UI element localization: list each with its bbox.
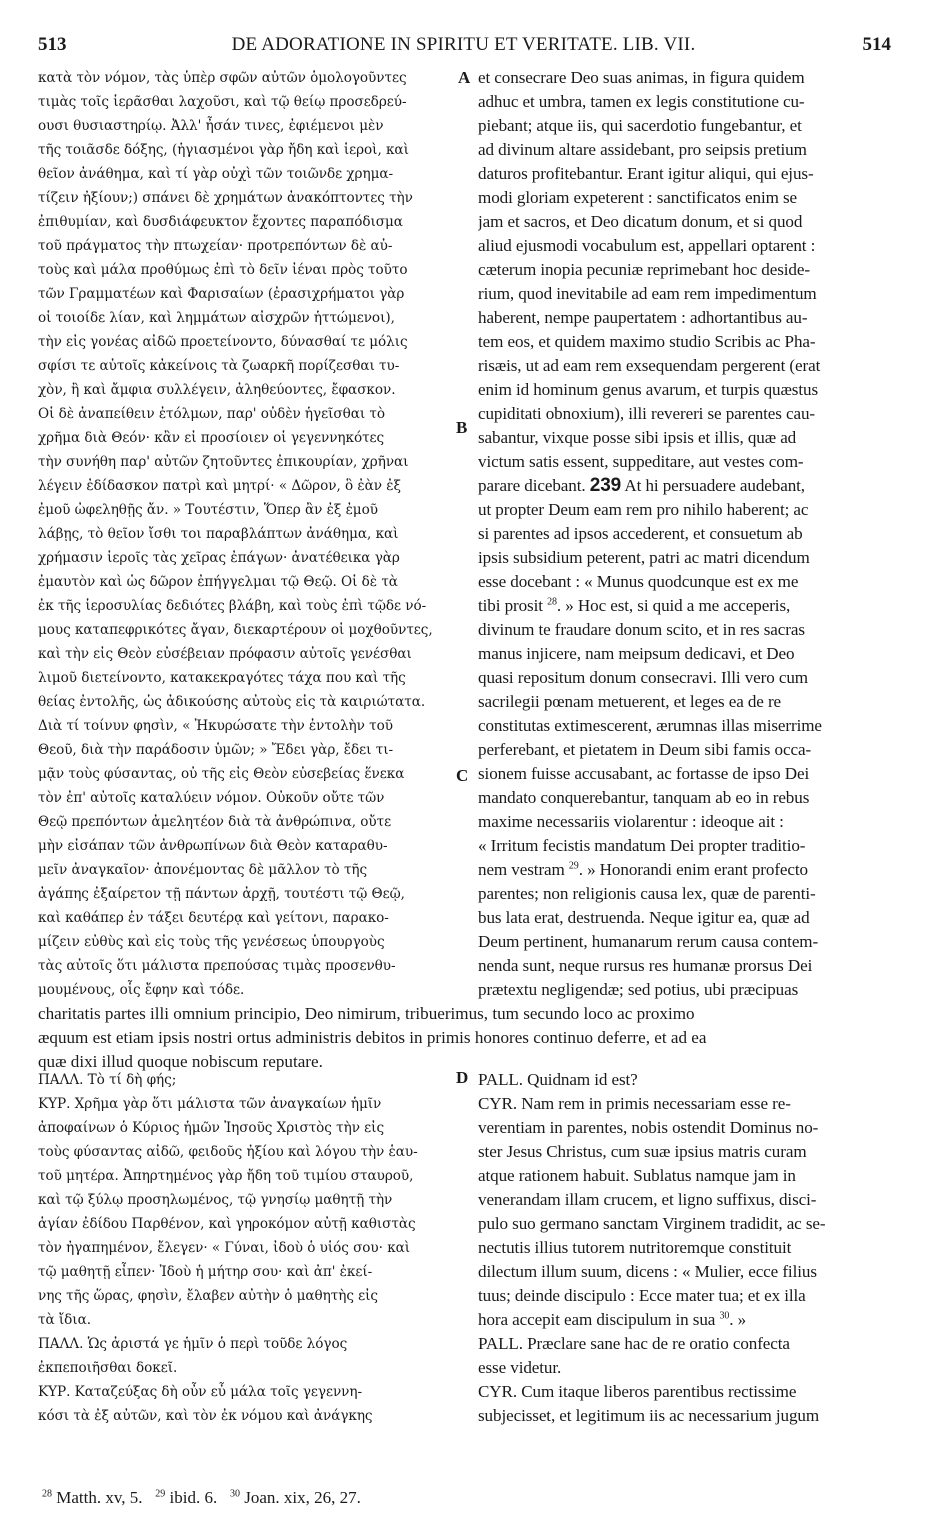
footnote-number: 28 xyxy=(42,1488,52,1500)
latin-line: esse docebant : « Munus quodcunque est ex me xyxy=(478,572,799,591)
section-marker-d: D xyxy=(456,1068,469,1087)
latin-line: si parentes ad ipsos accederent, et consuetum ab xyxy=(478,524,803,543)
latin-line: divinum te fraudare donum scito, et in res sacras xyxy=(478,620,805,639)
latin-line: modi gloriam expeterent : sanctificatos enim se xyxy=(478,188,798,207)
latin-line: atque rationem habuit. Sublatus namque jam in xyxy=(478,1166,796,1185)
latin-line: PALL. Præclare sane hac de re oratio confecta xyxy=(478,1334,790,1353)
greek-line: Θεοῦ, διὰ τὴν παράδοσιν ὑμῶν; » Ἔδει γὰρ, ἔδει τι- xyxy=(38,742,394,758)
latin-line: pulo suo germano sanctam Virginem tradidit, ac se- xyxy=(478,1214,826,1233)
full-width-paragraph xyxy=(38,1002,898,1074)
latin-line: tuus; deinde discipulo : Ecce mater tua; et ex illa xyxy=(478,1286,806,1305)
latin-line: ut propter Deum eam rem pro nihilo haberent; ac xyxy=(478,500,809,519)
latin-line: sabantur, vixque posse sibi ipsis et illis, quæ ad xyxy=(478,428,797,447)
footnote-text: Joan. xix, 26, 27. xyxy=(244,1488,361,1507)
latin-line-text: . » xyxy=(729,1310,747,1329)
greek-line: ΠΑΛΛ. Ὡς ἀριστά γε ἡμῖν ὁ περὶ τοῦδε λόγος xyxy=(38,1336,348,1352)
latin-line: ipsis subsidium peterent, patri ac matri dicendum xyxy=(478,548,810,567)
footnote-text: Matth. xv, 5. xyxy=(56,1488,143,1507)
latin-line: risæis, ut ad eam rem exsequendam pergerent (erat xyxy=(478,356,821,375)
latin-line-text: At hi persuadere audebant, xyxy=(624,476,805,495)
full-line: quæ dixi illud quoque nobiscum reputare. xyxy=(38,1052,323,1071)
page-number-right: 514 xyxy=(862,34,891,55)
greek-line: κατὰ τὸν νόμον, τὰς ὑπὲρ σφῶν αὐτῶν ὁμολογοῦντες xyxy=(38,70,407,86)
greek-line: καὶ τῷ ξύλῳ προσηλωμένος, τῷ γνησίῳ μαθητῇ τὴν xyxy=(38,1192,393,1208)
running-title: DE ADORATIONE IN SPIRITU ET VERITATE. LIB. VII. xyxy=(231,34,696,55)
greek-line: χρήμασιν ἱεροῖς τὰς χεῖρας ἐπάγων· ἀνατέθεικα γὰρ xyxy=(38,550,400,566)
latin-line: nectutis illius tutorem nutritoremque constituit xyxy=(478,1238,792,1257)
latin-line-text: tibi prosit xyxy=(478,596,543,615)
latin-line: et consecrare Deo suas animas, in figura quidem xyxy=(478,68,805,87)
latin-line: victum satis essent, suppeditare, aut vestes com- xyxy=(478,452,804,471)
footnote-number: 29 xyxy=(155,1488,166,1500)
footnotes xyxy=(42,1488,361,1508)
latin-line: maxime necessariis violarentur : ideoque ait : xyxy=(478,812,784,831)
latin-line: cæterum inopia pecuniæ reprimebant hoc deside- xyxy=(478,260,810,279)
greek-line: οἱ τοιοίδε λίαν, καὶ λημμάτων αἰσχρῶν ἡττώμενοι), xyxy=(38,310,395,326)
latin-line-text: parare dicebant. xyxy=(478,476,586,495)
latin-line: manus injicere, nam meipsum dedicavi, et Deo xyxy=(478,644,795,663)
greek-line: τίζειν ἠξίουν;) σπάνει δὲ χρημάτων ἀνακόπτοντες τὴν xyxy=(38,190,413,206)
greek-line: τιμὰς τοῖς ἱερᾶσθαι λαχοῦσι, καὶ τῷ θείῳ προσεδρεύ- xyxy=(38,94,407,110)
greek-line: μίζειν εὐθὺς καὶ εἰς τοὺς τῆς γενέσεως ὑπουργοὺς xyxy=(38,934,385,950)
greek-line: λιμοῦ διετείνοντο, κατακεκραγότες τάχα που καὶ τῆς xyxy=(38,670,406,686)
greek-line: χρῆμα διὰ Θεόν· κἂν εἰ προσίοιεν οἱ γεγεννηκότες xyxy=(38,430,385,446)
greek-line: τὰς αὐτοῖς ὅτι μάλιστα πρεπούσας τιμὰς προσενθυ- xyxy=(38,958,396,974)
latin-line: venerandam illam crucem, et ligno suffixus, disci- xyxy=(478,1190,817,1209)
greek-line: ἐκπεποιῆσθαι δοκεῖ. xyxy=(38,1360,178,1376)
greek-line: τοῦ πράγματος τὴν πτωχείαν· προτρεπόντων δὲ αὐ- xyxy=(38,238,393,254)
greek-column-upper xyxy=(38,66,456,1002)
greek-line: τῶν Γραμματέων καὶ Φαρισαίων (ἐρασιχρήματοι γὰρ xyxy=(38,286,405,302)
latin-line: PALL. Quidnam id est? xyxy=(478,1070,638,1089)
full-line: æquum est etiam ipsis nostri ortus administris debitos in primis honores continuo deferre, et ad ea xyxy=(38,1028,707,1047)
greek-line: Θεῷ πρεπόντων ἀμελητέον διὰ τὰ ἀνθρώπινα, οὔτε xyxy=(38,814,392,830)
greek-line: καὶ καθάπερ ἐν τάξει δευτέρᾳ καὶ γείτονι, παρακο- xyxy=(38,910,389,926)
latin-line: Deum pertinent, humanarum rerum causa contem- xyxy=(478,932,819,951)
latin-line xyxy=(478,858,893,882)
latin-line: CYR. Cum itaque liberos parentibus rectissime xyxy=(478,1382,797,1401)
greek-line: ἁγίαν ἐδίδου Παρθένον, καὶ γηροκόμον αὐτῇ καθιστὰς xyxy=(38,1216,416,1232)
latin-line xyxy=(478,474,893,498)
greek-line: καὶ τὴν εἰς Θεὸν εὐσέβειαν πρόφασιν αὐτοῖς γενέσθαι xyxy=(38,646,412,662)
latin-line: sacrilegii pœnam metuerent, et leges ea de re xyxy=(478,692,782,711)
latin-column-lower xyxy=(478,1068,893,1428)
greek-line: ἐμαυτὸν καὶ ὡς δῶρον ἐπήγγελμαι τῷ Θεῷ. Οἱ δὲ τὰ xyxy=(38,574,398,590)
latin-line: bus lata erat, destruenda. Neque igitur ea, quæ ad xyxy=(478,908,810,927)
latin-line: prætextu negligendæ; sed potius, ubi præcipuas xyxy=(478,980,799,999)
greek-line: ἀποφαίνων ὁ Κύριος ἡμῶν Ἰησοῦς Χριστὸς τὴν εἰς xyxy=(38,1120,385,1136)
greek-line: ἐμοῦ ὠφεληθῇς ἄν. » Τουτέστιν, Ὅπερ ἂν ἐξ ἐμοῦ xyxy=(38,502,378,518)
greek-line: τὰ ἴδια. xyxy=(38,1312,91,1328)
latin-line: cupiditati obnoxium), illi revereri se parentes cau- xyxy=(478,404,816,423)
latin-line: piebant; atque iis, qui sacerdotio fungebantur, et xyxy=(478,116,802,135)
latin-line: ad divinum altare assidebant, pro seipsis pretium xyxy=(478,140,807,159)
greek-line: μουμένους, οἷς ἔφην καὶ τόδε. xyxy=(38,982,245,998)
latin-line: dilectum illum suum, dicens : « Mulier, ecce filius xyxy=(478,1262,817,1281)
latin-line: adhuc et umbra, tamen ex legis constitutione cu- xyxy=(478,92,805,111)
greek-line: τοῦ μητέρα. Ἀπηρτημένος γὰρ ἤδη τοῦ τιμίου σταυροῦ, xyxy=(38,1168,414,1184)
footnote-text: ibid. 6. xyxy=(169,1488,218,1507)
latin-line-text: . » Hoc est, si quid a me acceperis, xyxy=(556,596,791,615)
greek-line: λέγειν ἐδίδασκον πατρὶ καὶ μητρί· « Δῶρον, ὃ ἐὰν ἐξ xyxy=(38,478,401,494)
latin-line: daturos profitebantur. Erant igitur aliqui, qui ejus- xyxy=(478,164,814,183)
greek-line: τὸν ἠγαπημένον, ἔλεγεν· « Γύναι, ἰδοὺ ὁ υἱός σου· καὶ xyxy=(38,1240,411,1256)
greek-line: ἐπιθυμίαν, καὶ δυσδιάφευκτον ἔχοντες παραπόδισμα xyxy=(38,214,403,230)
page-header xyxy=(30,26,897,56)
latin-line: jam et sacros, et Deo dicatum donum, et si quod xyxy=(478,212,803,231)
greek-line: ΚΥΡ. Καταζεύξας δὴ οὖν εὖ μάλα τοῖς γεγεννη- xyxy=(38,1384,363,1400)
greek-line: μους καταπεφρικότες ἄγαν, διεκαρτέρουν οἱ μοχθοῦντες, xyxy=(38,622,433,638)
latin-line: subjecisset, et legitimum iis ac necessarium jugum xyxy=(478,1406,820,1425)
latin-line: constitutas extimescerent, ærumnas illas miserrime xyxy=(478,716,822,735)
latin-line: ster Jesus Christus, cum suæ ipsius matris curam xyxy=(478,1142,807,1161)
latin-line-text: . » Honorandi enim erant profecto xyxy=(578,860,809,879)
greek-line: τὴν εἰς γονέας αἰδῶ προετείνοντο, δύνασθαί τε μόλις xyxy=(38,334,408,350)
column-number: 239 xyxy=(589,475,622,496)
latin-line: haberent, nempe paupertatem : adhortantibus au- xyxy=(478,308,808,327)
latin-line: rium, quod inevitabile ad eam rem impedimentum xyxy=(478,284,817,303)
latin-line: mandato conquerebantur, tanquam ab eo in rebus xyxy=(478,788,810,807)
latin-line: enim id hominum genus avarum, et turpis quæstus xyxy=(478,380,818,399)
greek-line: θείας ἐντολῆς, ὡς ἀδικούσης αὐτοὺς εἰς τὰ καιριώτατα. xyxy=(38,694,426,710)
greek-line: μὴν εἰσάπαν τῶν ἀνθρωπίνων διὰ Θεὸν καταραθυ- xyxy=(38,838,388,854)
latin-line: nenda sunt, neque rursus res humanæ prorsus Dei xyxy=(478,956,813,975)
footnote-number: 30 xyxy=(229,1488,240,1500)
greek-line: μᾷν τοὺς φύσαντας, οὐ τῆς εἰς Θεὸν εὐσεβείας ἕνεκα xyxy=(38,766,405,782)
greek-line: ΚΥΡ. Χρῆμα γὰρ ὅτι μάλιστα τῶν ἀναγκαίων ἡμῖν xyxy=(38,1096,382,1112)
greek-line: τῆς τοιᾶσδε δόξης, (ἡγιασμένοι γὰρ ἤδη καὶ ἱεροὶ, καὶ xyxy=(38,142,409,158)
greek-line: ἐκ τῆς ἱεροσυλίας δεδιότες βλάβη, καὶ τοὺς ἐπὶ τῷδε νό- xyxy=(38,598,427,614)
latin-line: quasi repositum donum consecravi. Illi vero cum xyxy=(478,668,808,687)
greek-line: τὸν ἐπ' αὐτοῖς καταλύειν νόμον. Οὐκοῦν οὔτε τῶν xyxy=(38,790,385,806)
greek-line: κόσι τὰ ἐξ αὐτῶν, καὶ τὸν ἐκ νόμου καὶ ἀνάγκης xyxy=(38,1408,373,1424)
full-line: charitatis partes illi omnium principio, Deo nimirum, tribuerimus, tum secundo loco ac proximo xyxy=(38,1004,695,1023)
greek-line: Διὰ τί τοίνυν φησὶν, « Ἠκυρώσατε τὴν ἐντολὴν τοῦ xyxy=(38,718,393,734)
section-marker-c: C xyxy=(456,766,469,785)
latin-line: CYR. Nam rem in primis necessariam esse re- xyxy=(478,1094,791,1113)
latin-line: « Irritum fecistis mandatum Dei propter traditio- xyxy=(478,836,806,855)
greek-line: Οἱ δὲ ἀναπείθειν ἐτόλμων, παρ' οὐδὲν ἡγεῖσθαι τὸ xyxy=(38,406,386,422)
page-number-left: 513 xyxy=(38,34,67,55)
greek-line: νης τῆς ὥρας, φησὶν, ἔλαβεν αὐτὴν ὁ μαθητὴς εἰς xyxy=(38,1288,378,1304)
footnote-ref: 28 xyxy=(547,596,557,608)
greek-line: τὴν συνήθη παρ' αὐτῶν ζητοῦντες ἐπικουρίαν, χρῆναι xyxy=(38,454,409,470)
latin-column-upper xyxy=(478,66,893,1002)
latin-line: aliud ejusmodi vocabulum est, appellari optarent : xyxy=(478,236,816,255)
greek-line: χὸν, ἢ καὶ ἄμφια συλλέγειν, ἀληθεύοντες, ἔφασκον. xyxy=(38,382,396,398)
latin-line xyxy=(478,1308,893,1332)
section-marker-a: A xyxy=(458,68,471,87)
greek-line: ΠΑΛΛ. Τὸ τί δὴ φής; xyxy=(38,1072,177,1088)
latin-line: esse videtur. xyxy=(478,1358,562,1377)
latin-line-text: nem vestram xyxy=(478,860,565,879)
footnote-ref: 30 xyxy=(719,1310,730,1322)
greek-line: θεῖον ἀνάθημα, καὶ τί γὰρ οὐχὶ τῶν τοιῶνδε χρημα- xyxy=(38,166,394,182)
greek-line: ουσι θυσιαστηρίῳ. Ἀλλ' ἦσάν τινες, ἐφιέμενοι μὲν xyxy=(38,118,384,134)
greek-line: τοὺς καὶ μάλα προθύμως ἐπὶ τὸ δεῖν ἰέναι πρὸς τοῦτο xyxy=(38,262,408,278)
greek-line: τῷ μαθητῇ εἶπεν· Ἰδοὺ ἡ μήτηρ σου· καὶ ἀπ' ἐκεί- xyxy=(38,1264,373,1280)
greek-line: ἀγάπης ἐξαίρετον τῇ πάντων ἀρχῇ, τουτέστι τῷ Θεῷ, xyxy=(38,886,405,902)
latin-line: sionem fuisse accusabant, ac fortasse de ipso Dei xyxy=(478,764,810,783)
greek-line: μεῖν ἀναγκαῖον· ἀπονέμοντας δὲ μᾶλλον τὸ τῆς xyxy=(38,862,368,878)
greek-line: σφίσι τε αὐτοῖς κἀκείνοις τὰ ζωαρκῆ πορίζεσθαι τυ- xyxy=(38,358,400,374)
greek-line: τοὺς φύσαντας αἰδῶ, φειδοῦς ἠξίου καὶ λόγου τὴν ἑαυ- xyxy=(38,1144,418,1160)
latin-line-text: hora accepit eam discipulum in sua xyxy=(478,1310,716,1329)
greek-column-lower xyxy=(38,1068,456,1428)
latin-line: tem eos, et quidem maximo studio Scribis ac Pha- xyxy=(478,332,816,351)
section-marker-b: B xyxy=(456,418,468,437)
latin-line: perferebant, et pietatem in Deum sibi famis occa- xyxy=(478,740,812,759)
latin-line: verentiam in parentes, nobis ostendit Dominus no- xyxy=(478,1118,819,1137)
greek-line: λάβῃς, τὸ θεῖον ἴσθι τοι παραβλάπτων ἀνάθημα, καὶ xyxy=(38,526,399,542)
latin-line: parentes; non religionis causa lex, quæ de parenti- xyxy=(478,884,816,903)
footnote-ref: 29 xyxy=(568,860,579,872)
latin-line xyxy=(478,594,893,618)
